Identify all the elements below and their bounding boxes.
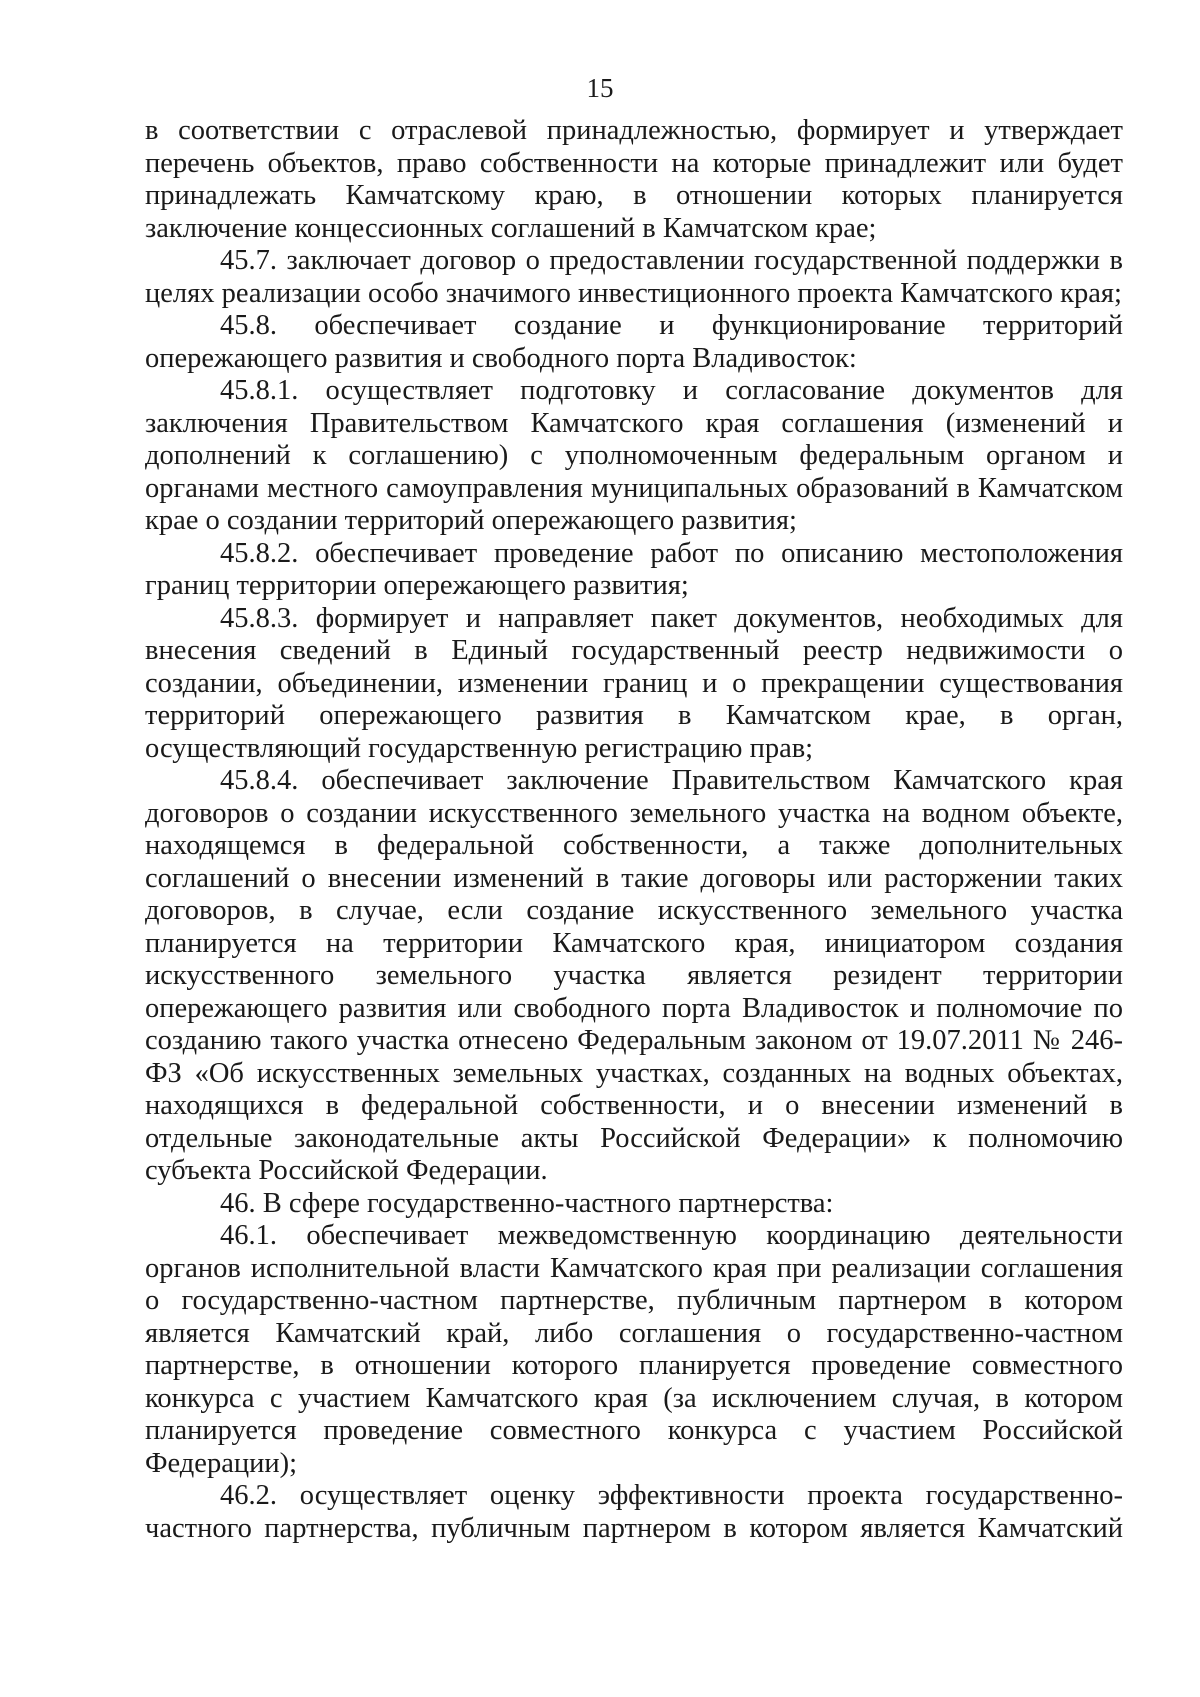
paragraph-45-8: 45.8. обеспечивает создание и функционирование территорий опережающего развития и свободного порта Владивосток: [145,310,1123,374]
paragraph-45-8-3: 45.8.3. формирует и направляет пакет документов, необходимых для внесения сведений в Единый государственный реестр недвижимости о создании, объединении, изменении границ и о прекращении существования территорий опережающего развития в Камчатском крае, в орган, осуществляющий государственную регистрацию прав; [145,602,1123,764]
paragraph-46: 46. В сфере государственно-частного партнерства: [220,1187,834,1219]
paragraph-45-8-4: 45.8.4. обеспечивает заключение Правительством Камчатского края договоров о создании искусственного земельного участка на водном объекте, находящемся в федеральной собственности, а также дополнительных соглашений о внесении изменений в такие договоры или расторжении таких договоров, в случае, если создание искусственного земельного участка планируется на территории Камчатского края, инициатором создания искусственного земельного участка является резидент территории опережающего развития или свободного порта Владивосток и полномочие по созданию такого участка отнесено Федеральным законом от 19.07.2011 № 246-ФЗ «Об искусственных земельных участках, созданных на водных объектах, находящихся в федеральной собственности, и о внесении изменений в отдельные законодательные акты Российской Федерации» к полномочию субъекта Российской Федерации. [145,765,1123,1186]
document-body [145,115,1123,1545]
paragraph-46-1: 46.1. обеспечивает межведомственную координацию деятельности органов исполнительной власти Камчатского края при реализации соглашения о государственно-частном партнерстве, публичным партнером в котором является Камчатский край, либо соглашения о государственно-частном партнерстве, в отношении которого планируется проведение совместного конкурса с участием Камчатского края (за исключением случая, в котором планируется проведение совместного конкурса с участием Российской Федерации); [145,1220,1123,1479]
paragraph-45-7: 45.7. заключает договор о предоставлении государственной поддержки в целях реализации особо значимого инвестиционного проекта Камчатского края; [145,245,1123,309]
paragraph-46-2: 46.2. осуществляет оценку эффективности проекта государственно-частного партнерства, публичным партнером в котором является Камчатский [145,1480,1123,1544]
paragraph-45-8-1: 45.8.1. осуществляет подготовку и согласование документов для заключения Правительством Камчатского края соглашения (изменений и дополнений к соглашению) с уполномоченным федеральным органом и органами местного самоуправления муниципальных образований в Камчатском крае о создании территорий опережающего развития; [145,375,1123,536]
page-number: 15 [586,73,614,103]
paragraph-continuation: в соответствии с отраслевой принадлежностью, формирует и утверждает перечень объектов, право собственности на которые принадлежит или будет принадлежать Камчатскому краю, в отношении которых планируется заключение концессионных соглашений в Камчатском крае; [145,115,1123,244]
paragraph-45-8-2: 45.8.2. обеспечивает проведение работ по описанию местоположения границ территории опережающего развития; [145,537,1123,601]
